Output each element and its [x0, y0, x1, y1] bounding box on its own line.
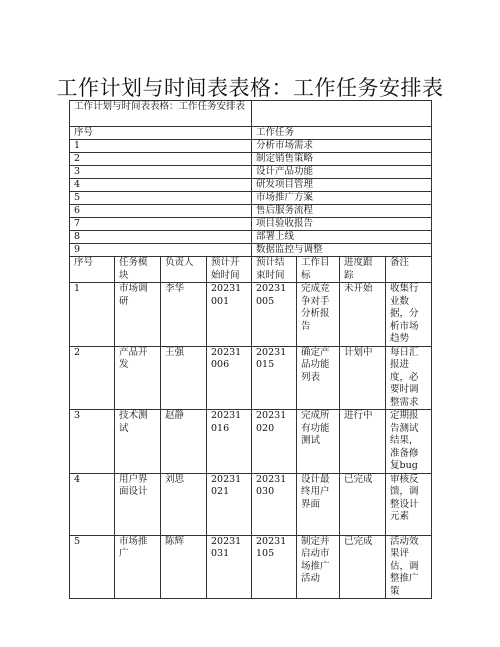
- overview-task-cell: 制定销售策略: [252, 153, 432, 166]
- overview-row: [70, 244, 432, 257]
- detail-progress-cell: 计划中: [340, 346, 386, 410]
- detail-index-cell: 3: [70, 410, 115, 474]
- overview-task-cell: 设计产品功能: [252, 166, 432, 179]
- detail-header-cell: 任务模块: [115, 257, 161, 283]
- overview-index-cell: 7: [70, 218, 252, 231]
- overview-index-cell: 8: [70, 231, 252, 244]
- table-row: [70, 410, 432, 474]
- detail-index-cell: 1: [70, 283, 115, 347]
- overview-task-cell: 部署上线: [252, 231, 432, 244]
- overview-task-cell: 售后服务流程: [252, 205, 432, 218]
- task-schedule-table: [69, 100, 432, 599]
- detail-index-cell: 4: [70, 473, 115, 535]
- table-caption-row: [70, 101, 432, 127]
- table-row: [70, 535, 432, 599]
- overview-row: [70, 166, 432, 179]
- overview-index-cell: 9: [70, 244, 252, 257]
- detail-goal-cell: 确定产品功能列表: [297, 346, 340, 410]
- overview-index-cell: 6: [70, 205, 252, 218]
- overview-task-cell: 项目验收报告: [252, 218, 432, 231]
- overview-header-index: 序号: [70, 127, 252, 140]
- overview-index-cell: 1: [70, 140, 252, 153]
- detail-progress-cell: 已完成: [340, 535, 386, 599]
- detail-goal-cell: 设计最终用户界面: [297, 473, 340, 535]
- detail-progress-cell: 已完成: [340, 473, 386, 535]
- detail-header-cell: 序号: [70, 257, 115, 283]
- overview-header-row: [70, 127, 432, 140]
- detail-index-cell: 2: [70, 346, 115, 410]
- overview-row: [70, 231, 432, 244]
- detail-note-cell: 活动效果评估，调整推广策: [386, 535, 432, 599]
- detail-end-cell: 20231015: [252, 346, 297, 410]
- table-row: [70, 473, 432, 535]
- detail-end-cell: 20231030: [252, 473, 297, 535]
- detail-header-row: [70, 257, 432, 283]
- detail-end-cell: 20231020: [252, 410, 297, 474]
- overview-index-cell: 3: [70, 166, 252, 179]
- overview-row: [70, 218, 432, 231]
- detail-header-cell: 负责人: [161, 257, 207, 283]
- detail-header-cell: 备注: [386, 257, 432, 283]
- overview-row: [70, 192, 432, 205]
- detail-header-cell: 工作目标: [297, 257, 340, 283]
- detail-owner-cell: 陈辉: [161, 535, 207, 599]
- detail-header-cell: 进度跟踪: [340, 257, 386, 283]
- overview-index-cell: 4: [70, 179, 252, 192]
- detail-module-cell: 技术测试: [115, 410, 161, 474]
- detail-goal-cell: 完成所有功能测试: [297, 410, 340, 474]
- table-row: [70, 283, 432, 347]
- overview-task-cell: 分析市场需求: [252, 140, 432, 153]
- detail-body: [70, 283, 432, 599]
- detail-start-cell: 20231006: [207, 346, 252, 410]
- overview-row: [70, 140, 432, 153]
- detail-end-cell: 20231105: [252, 535, 297, 599]
- document-title: 工作计划与时间表表格：工作任务安排表: [56, 76, 444, 101]
- detail-start-cell: 20231021: [207, 473, 252, 535]
- detail-start-cell: 20231001: [207, 283, 252, 347]
- detail-progress-cell: 进行中: [340, 410, 386, 474]
- detail-module-cell: 用户界面设计: [115, 473, 161, 535]
- detail-owner-cell: 赵静: [161, 410, 207, 474]
- overview-task-cell: 研发项目管理: [252, 179, 432, 192]
- detail-progress-cell: 未开始: [340, 283, 386, 347]
- detail-owner-cell: 刘思: [161, 473, 207, 535]
- overview-index-cell: 5: [70, 192, 252, 205]
- detail-start-cell: 20231016: [207, 410, 252, 474]
- detail-note-cell: 收集行业数据，分析市场趋势: [386, 283, 432, 347]
- detail-index-cell: 5: [70, 535, 115, 599]
- detail-module-cell: 产品开发: [115, 346, 161, 410]
- detail-goal-cell: 完成竞争对手分析报告: [297, 283, 340, 347]
- detail-owner-cell: 李华: [161, 283, 207, 347]
- overview-row: [70, 205, 432, 218]
- overview-header-task: 工作任务: [252, 127, 432, 140]
- detail-goal-cell: 制定并启动市场推广活动: [297, 535, 340, 599]
- overview-index-cell: 2: [70, 153, 252, 166]
- detail-note-cell: 定期报告测试结果，准备修复bug: [386, 410, 432, 474]
- table-caption-empty: [252, 101, 432, 127]
- overview-body: [70, 140, 432, 257]
- overview-row: [70, 153, 432, 166]
- detail-module-cell: 市场调研: [115, 283, 161, 347]
- detail-header-cell: 预计结束时间: [252, 257, 297, 283]
- detail-note-cell: 审核反馈，调整设计元素: [386, 473, 432, 535]
- detail-note-cell: 每日汇报进度，必要时调整需求: [386, 346, 432, 410]
- table-caption: 工作计划与时间表表格：工作任务安排表: [70, 101, 252, 127]
- overview-row: [70, 179, 432, 192]
- detail-owner-cell: 王强: [161, 346, 207, 410]
- overview-task-cell: 数据监控与调整: [252, 244, 432, 257]
- overview-task-cell: 市场推广方案: [252, 192, 432, 205]
- detail-header-cell: 预计开始时间: [207, 257, 252, 283]
- detail-start-cell: 20231031: [207, 535, 252, 599]
- table-row: [70, 346, 432, 410]
- detail-module-cell: 市场推广: [115, 535, 161, 599]
- detail-end-cell: 20231005: [252, 283, 297, 347]
